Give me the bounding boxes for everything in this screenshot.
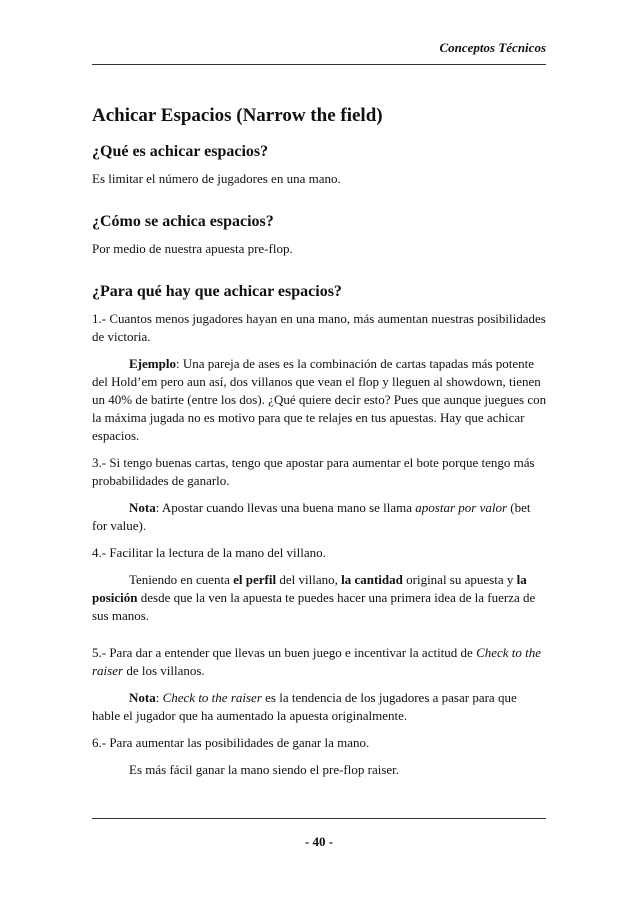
point-5-text-a: 5.- Para dar a entender que llevas un buen juego e incentivar la actitud de — [92, 645, 477, 660]
point-4-bold-cantidad: la cantidad — [341, 572, 403, 587]
point-4-detail — [92, 571, 548, 625]
section-heading-para-que: ¿Para qué hay que achicar espacios? — [92, 283, 342, 300]
page-title: Achicar Espacios (Narrow the field) — [92, 105, 383, 126]
section-text-como: Por medio de nuestra apuesta pre-flop. — [92, 241, 293, 256]
page-content — [92, 104, 548, 779]
point-5-text-b: de los villanos. — [123, 663, 205, 678]
point-3: 3.- Si tengo buenas cartas, tengo que apostar para aumentar el bote porque tengo más probabilidades de ganarlo. — [92, 455, 535, 488]
header-rule — [92, 64, 546, 65]
section-text-que-es: Es limitar el número de jugadores en una mano. — [92, 171, 341, 186]
point-4-bold-perfil: el perfil — [233, 572, 277, 587]
point-5 — [92, 644, 548, 680]
example-paragraph — [92, 355, 548, 445]
point-4-bold-posicion: la posición — [92, 572, 527, 605]
note-2-label: Nota — [129, 690, 156, 705]
page-number: - 40 - — [304, 834, 334, 849]
example-text: : Una pareja de ases es la combinación de cartas tapadas más potente del Hold’em pero aun así, dos villanos que vean el flop y lleguen al showdown, tienen un 40% de batirte (entre los dos). ¿Qué quiere decir esto? Pues que aunque juegues con la máxima jugada no es motivo para que te relajes en tus apuestas. Hay que achicar espacios. — [92, 356, 547, 443]
point-1: 1.- Cuantos menos jugadores hayan en una mano, más aumentan nuestras posibilidades de victoria. — [92, 311, 546, 344]
note-1-paragraph — [92, 499, 548, 535]
section-heading-como: ¿Cómo se achica espacios? — [92, 213, 274, 230]
point-6-detail: Es más fácil ganar la mano siendo el pre-flop raiser. — [129, 762, 400, 777]
header-section-title: Conceptos Técnicos — [439, 40, 546, 55]
point-4-text-a: Teniendo en cuenta — [129, 572, 234, 587]
note-2-separator: : — [155, 690, 163, 705]
footer-rule — [92, 818, 546, 819]
example-label: Ejemplo — [129, 356, 176, 371]
note-1-text-b: (bet for value). — [92, 500, 531, 533]
point-4-text-e: desde que la ven la apuesta te puedes hacer una primera idea de la fuerza de sus manos. — [92, 590, 536, 623]
point-4: 4.- Facilitar la lectura de la mano del villano. — [92, 545, 326, 560]
point-4-text-c: del villano, — [276, 572, 342, 587]
point-4-text-d: original su apuesta y — [402, 572, 517, 587]
note-1-label: Nota — [129, 500, 156, 515]
note-2-text-b: es la tendencia de los jugadores a pasar para que hable el jugador que ha aumentado la apuesta originalmente. — [92, 690, 517, 723]
note-2-paragraph — [92, 689, 548, 725]
note-1-text-a: : Apostar cuando llevas una buena mano se llama — [155, 500, 416, 515]
note-2-emphasis: Check to the raiser — [162, 690, 262, 705]
point-6: 6.- Para aumentar las posibilidades de ganar la mano. — [92, 735, 370, 750]
point-5-emphasis: Check to the raiser — [92, 645, 542, 678]
section-heading-que-es: ¿Qué es achicar espacios? — [92, 143, 269, 160]
note-1-emphasis: apostar por valor — [415, 500, 508, 515]
